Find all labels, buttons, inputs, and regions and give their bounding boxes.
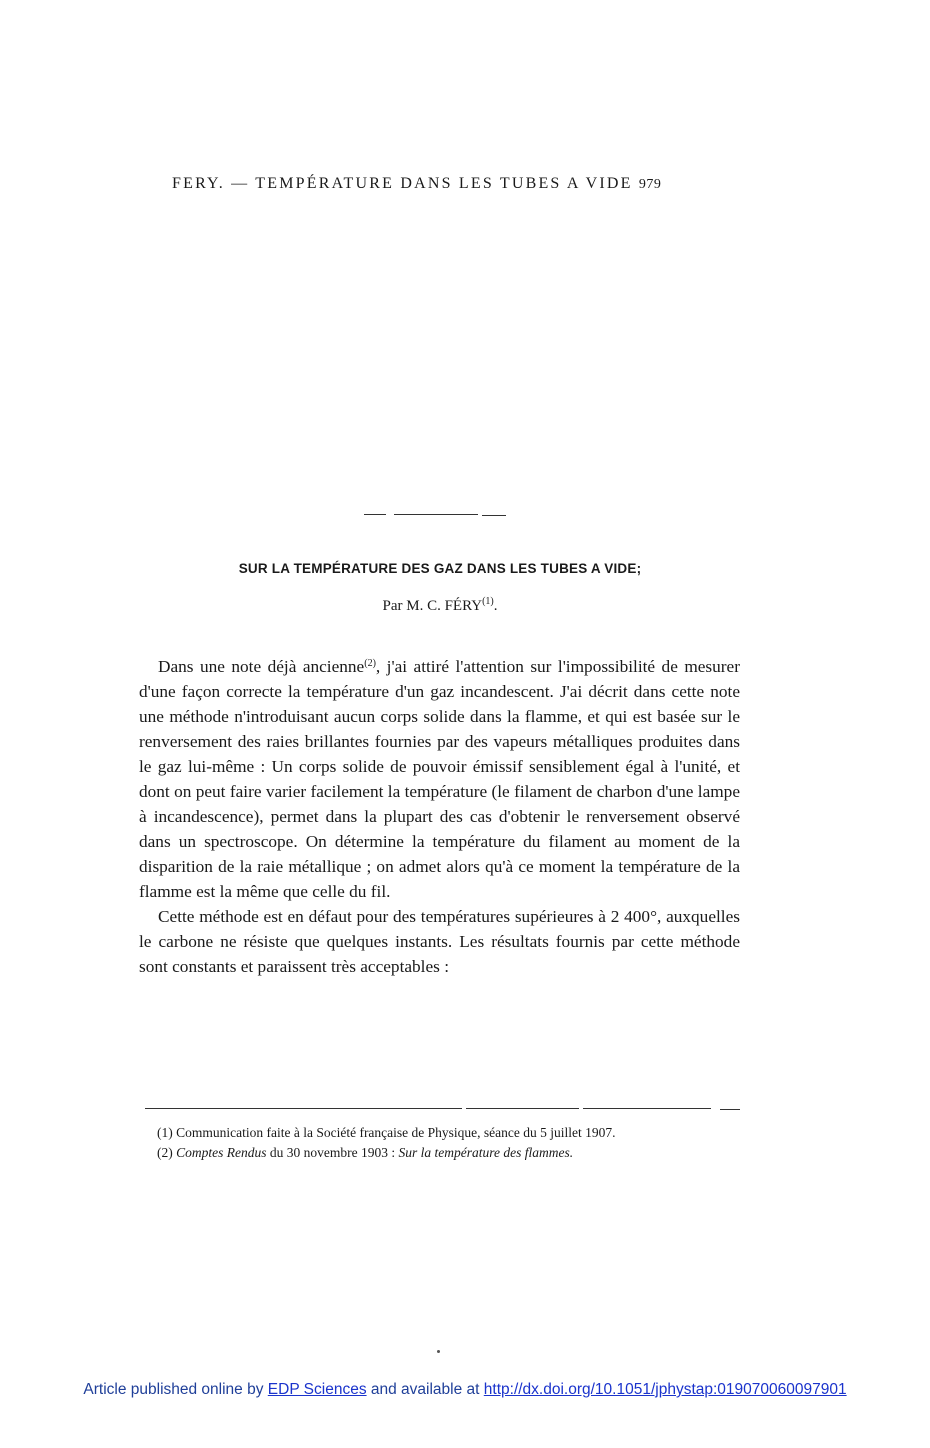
footnote-1-text: Communication faite à la Société française de Physique, séance du 5 juillet 1907. [172,1125,616,1140]
footnote-1-marker: (1) [157,1125,173,1140]
footnote-ref-1[interactable]: (1) [482,596,494,607]
footnote-2-journal: Comptes Rendus [176,1145,267,1160]
footnote-ref-2[interactable]: (2) [364,658,376,669]
publisher-prefix: Article published online by [83,1381,268,1398]
footnote-2-article-title: Sur la température des flammes. [398,1145,574,1160]
scan-speck [437,1350,440,1353]
section-ornament-rule [364,512,506,518]
paragraph-2: Cette méthode est en défaut pour des températures supérieures à 2 400°, auxquelles le carbone ne résiste que quelques instants. Les résultats fournis par cette méthode sont constants et paraissent très acceptables : [139,907,740,976]
paragraph-1-rest: , j'ai attiré l'attention sur l'impossibilité de mesurer d'une façon correcte la température d'un gaz incandescent. J'ai décrit dans cette note une méthode n'introduisant aucun corps solide dans la flamme, et qui est basée sur le renversement des raies brillantes fournies par des vapeurs métalliques produites dans le gaz lui-même : Un corps solide de pouvoir émissif sensiblement égal à l'unité, et dont on peut faire varier facilement la température (le filament de charbon d'une lampe à incandescence), permet dans la plupart des cas d'obtenir le renversement observé dans un spectroscope. On détermine la température du filament au moment de la disparition de la raie métallique ; on admet alors qu'à ce moment la température de la flamme est la même que celle du fil. [139,657,740,901]
doi-link[interactable]: http://dx.doi.org/10.1051/jphystap:019070060097901 [483,1381,847,1398]
footnote-divider [145,1108,740,1110]
author-byline [140,598,740,615]
footnote-2-text: du 30 novembre 1903 : [266,1145,399,1160]
publisher-link[interactable]: EDP Sciences [267,1381,367,1398]
footnote-2 [145,1144,740,1161]
footnotes [145,1124,740,1161]
byline-text: Par M. C. FÉRY [382,598,483,614]
footnote-1 [145,1124,740,1141]
running-head [172,175,742,193]
running-head-text: FERY. — TEMPÉRATURE DANS LES TUBES A VIDE [172,175,633,192]
article-title: SUR LA TEMPÉRATURE DES GAZ DANS LES TUBES A VIDE; [238,561,642,576]
paragraph-1-start: Dans une note déjà ancienne [158,657,365,676]
article-body [139,654,740,979]
publisher-middle: and available at [366,1381,484,1398]
page-number: 979 [638,177,662,192]
footnote-2-marker: (2) [157,1145,173,1160]
paragraph-1 [139,654,740,904]
publisher-banner [0,1381,930,1399]
byline-end: . [493,598,498,614]
